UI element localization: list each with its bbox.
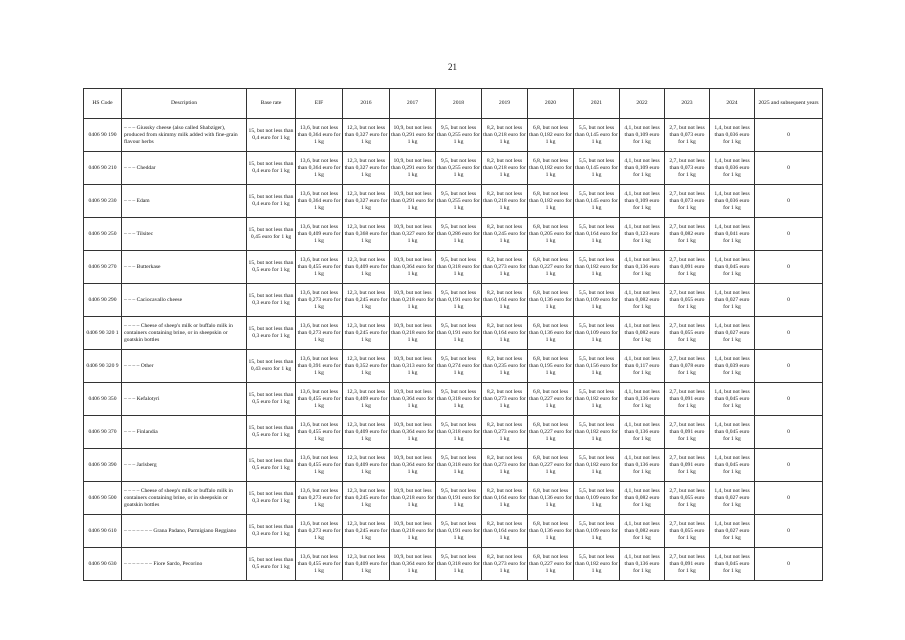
- rate-cell: 2,7, but not less than 0,091 euro for 1 kg: [665, 383, 710, 416]
- column-header: 2020: [528, 89, 574, 119]
- description-cell: – – – Kefalotyri: [122, 383, 247, 416]
- table-row: [84, 152, 823, 185]
- rate-cell: 4,1, but not less than 0,136 euro for 1 kg: [620, 449, 665, 482]
- rate-cell: 15, but not less than 0,4 euro for 1 kg: [247, 119, 296, 152]
- hs-code-cell: 0406 90 190: [84, 119, 122, 152]
- description-cell: – – – Caciocavallo cheese: [122, 284, 247, 317]
- rate-cell: 5,5, but not less than 0,109 euro for 1 kg: [574, 284, 620, 317]
- hs-code-cell: 0406 90 370: [84, 416, 122, 449]
- rate-cell: 12,3, but not less than 0,327 euro for 1 kg: [343, 119, 390, 152]
- rate-cell: 4,1, but not less than 0,082 euro for 1 kg: [620, 284, 665, 317]
- rate-cell: 1,4, but not less than 0,027 euro for 1 kg: [710, 482, 755, 515]
- rate-cell: 9,5, but not less than 0,255 euro for 1 kg: [436, 185, 482, 218]
- rate-cell: 8,2, but not less than 0,273 euro for 1 kg: [482, 383, 528, 416]
- rate-cell: 15, but not less than 0,5 euro for 1 kg: [247, 383, 296, 416]
- rate-cell: 1,4, but not less than 0,027 euro for 1 kg: [710, 317, 755, 350]
- tariff-table: [83, 88, 823, 581]
- rate-cell: 6,8, but not less than 0,227 euro for 1 kg: [528, 251, 574, 284]
- rate-cell: 10,9, but not less than 0,313 euro for 1 kg: [390, 350, 436, 383]
- rate-cell: 4,1, but not less than 0,136 euro for 1 kg: [620, 383, 665, 416]
- rate-cell: 9,5, but not less than 0,286 euro for 1 kg: [436, 218, 482, 251]
- rate-cell: 13,6, but not less than 0,455 euro for 1 kg: [296, 383, 343, 416]
- hs-code-cell: 0406 90 230: [84, 185, 122, 218]
- hs-code-cell: 0406 90 320 9: [84, 350, 122, 383]
- rate-cell: 0: [755, 383, 823, 416]
- rate-cell: 4,1, but not less than 0,082 euro for 1 kg: [620, 482, 665, 515]
- rate-cell: 5,5, but not less than 0,109 euro for 1 kg: [574, 482, 620, 515]
- rate-cell: 6,8, but not less than 0,136 euro for 1 kg: [528, 515, 574, 548]
- description-cell: – – – Finlandia: [122, 416, 247, 449]
- rate-cell: 10,9, but not less than 0,364 euro for 1 kg: [390, 548, 436, 581]
- rate-cell: 12,3, but not less than 0,245 euro for 1 kg: [343, 515, 390, 548]
- table-row: [84, 350, 823, 383]
- rate-cell: 15, but not less than 0,3 euro for 1 kg: [247, 317, 296, 350]
- rate-cell: 8,2, but not less than 0,218 euro for 1 kg: [482, 119, 528, 152]
- table-header: [84, 89, 823, 119]
- rate-cell: 1,4, but not less than 0,045 euro for 1 kg: [710, 416, 755, 449]
- table-row: [84, 482, 823, 515]
- rate-cell: 13,6, but not less than 0,409 euro for 1 kg: [296, 218, 343, 251]
- rate-cell: 12,3, but not less than 0,245 euro for 1 kg: [343, 284, 390, 317]
- rate-cell: 9,5, but not less than 0,191 euro for 1 kg: [436, 317, 482, 350]
- rate-cell: 5,5, but not less than 0,156 euro for 1 kg: [574, 350, 620, 383]
- rate-cell: 1,4, but not less than 0,045 euro for 1 kg: [710, 251, 755, 284]
- rate-cell: 15, but not less than 0,5 euro for 1 kg: [247, 449, 296, 482]
- hs-code-cell: 0406 90 320 1: [84, 317, 122, 350]
- rate-cell: 2,7, but not less than 0,055 euro for 1 kg: [665, 515, 710, 548]
- rate-cell: 0: [755, 317, 823, 350]
- rate-cell: 12,3, but not less than 0,352 euro for 1 kg: [343, 350, 390, 383]
- description-cell: – – – Jarlsberg: [122, 449, 247, 482]
- rate-cell: 6,8, but not less than 0,182 euro for 1 kg: [528, 185, 574, 218]
- rate-cell: 2,7, but not less than 0,055 euro for 1 kg: [665, 317, 710, 350]
- hs-code-cell: 0406 90 250: [84, 218, 122, 251]
- rate-cell: 0: [755, 284, 823, 317]
- rate-cell: 1,4, but not less than 0,041 euro for 1 kg: [710, 218, 755, 251]
- rate-cell: 12,3, but not less than 0,327 euro for 1 kg: [343, 152, 390, 185]
- rate-cell: 15, but not less than 0,45 euro for 1 kg: [247, 218, 296, 251]
- rate-cell: 8,2, but not less than 0,235 euro for 1 kg: [482, 350, 528, 383]
- rate-cell: 12,3, but not less than 0,327 euro for 1 kg: [343, 185, 390, 218]
- rate-cell: 13,6, but not less than 0,273 euro for 1 kg: [296, 482, 343, 515]
- rate-cell: 15, but not less than 0,3 euro for 1 kg: [247, 284, 296, 317]
- rate-cell: 15, but not less than 0,4 euro for 1 kg: [247, 185, 296, 218]
- rate-cell: 4,1, but not less than 0,117 euro for 1 kg: [620, 350, 665, 383]
- rate-cell: 9,5, but not less than 0,318 euro for 1 kg: [436, 251, 482, 284]
- page-number: 21: [448, 62, 457, 72]
- rate-cell: 8,2, but not less than 0,218 euro for 1 kg: [482, 185, 528, 218]
- table-row: [84, 218, 823, 251]
- rate-cell: 1,4, but not less than 0,045 euro for 1 kg: [710, 548, 755, 581]
- rate-cell: 1,4, but not less than 0,045 euro for 1 kg: [710, 383, 755, 416]
- table-row: [84, 383, 823, 416]
- rate-cell: 0: [755, 548, 823, 581]
- description-cell: – – – Butterkase: [122, 251, 247, 284]
- rate-cell: 2,7, but not less than 0,073 euro for 1 kg: [665, 185, 710, 218]
- rate-cell: 9,5, but not less than 0,318 euro for 1 kg: [436, 383, 482, 416]
- rate-cell: 12,3, but not less than 0,368 euro for 1 kg: [343, 218, 390, 251]
- rate-cell: 2,7, but not less than 0,091 euro for 1 kg: [665, 548, 710, 581]
- rate-cell: 10,9, but not less than 0,327 euro for 1 kg: [390, 218, 436, 251]
- rate-cell: 10,9, but not less than 0,364 euro for 1 kg: [390, 383, 436, 416]
- column-header: Base rate: [247, 89, 296, 119]
- rate-cell: 8,2, but not less than 0,245 euro for 1 kg: [482, 218, 528, 251]
- rate-cell: 9,5, but not less than 0,318 euro for 1 kg: [436, 416, 482, 449]
- rate-cell: 0: [755, 251, 823, 284]
- rate-cell: 12,3, but not less than 0,409 euro for 1 kg: [343, 416, 390, 449]
- rate-cell: 13,6, but not less than 0,455 euro for 1 kg: [296, 416, 343, 449]
- rate-cell: 0: [755, 515, 823, 548]
- column-header: 2022: [620, 89, 665, 119]
- rate-cell: 13,6, but not less than 0,364 euro for 1 kg: [296, 185, 343, 218]
- rate-cell: 2,7, but not less than 0,055 euro for 1 kg: [665, 284, 710, 317]
- rate-cell: 8,2, but not less than 0,164 euro for 1 kg: [482, 482, 528, 515]
- rate-cell: 0: [755, 449, 823, 482]
- header-row: [84, 89, 823, 119]
- rate-cell: 2,7, but not less than 0,091 euro for 1 kg: [665, 416, 710, 449]
- rate-cell: 13,6, but not less than 0,273 euro for 1 kg: [296, 317, 343, 350]
- column-header: Description: [122, 89, 247, 119]
- rate-cell: 1,4, but not less than 0,036 euro for 1 kg: [710, 152, 755, 185]
- rate-cell: 1,4, but not less than 0,027 euro for 1 kg: [710, 284, 755, 317]
- rate-cell: 6,8, but not less than 0,182 euro for 1 kg: [528, 119, 574, 152]
- rate-cell: 15, but not less than 0,3 euro for 1 kg: [247, 515, 296, 548]
- rate-cell: 5,5, but not less than 0,164 euro for 1 kg: [574, 218, 620, 251]
- rate-cell: 10,9, but not less than 0,218 euro for 1 kg: [390, 482, 436, 515]
- hs-code-cell: 0406 90 610: [84, 515, 122, 548]
- rate-cell: 4,1, but not less than 0,136 euro for 1 kg: [620, 548, 665, 581]
- rate-cell: 2,7, but not less than 0,073 euro for 1 kg: [665, 119, 710, 152]
- rate-cell: 4,1, but not less than 0,082 euro for 1 kg: [620, 515, 665, 548]
- rate-cell: 9,5, but not less than 0,274 euro for 1 kg: [436, 350, 482, 383]
- rate-cell: 2,7, but not less than 0,091 euro for 1 kg: [665, 251, 710, 284]
- rate-cell: 6,8, but not less than 0,195 euro for 1 kg: [528, 350, 574, 383]
- column-header: 2023: [665, 89, 710, 119]
- column-header: EIF: [296, 89, 343, 119]
- rate-cell: 5,5, but not less than 0,145 euro for 1 kg: [574, 185, 620, 218]
- rate-cell: 10,9, but not less than 0,218 euro for 1 kg: [390, 317, 436, 350]
- rate-cell: 10,9, but not less than 0,364 euro for 1 kg: [390, 251, 436, 284]
- rate-cell: 0: [755, 185, 823, 218]
- rate-cell: 8,2, but not less than 0,164 euro for 1 kg: [482, 515, 528, 548]
- rate-cell: 6,8, but not less than 0,227 euro for 1 kg: [528, 383, 574, 416]
- rate-cell: 15, but not less than 0,5 euro for 1 kg: [247, 416, 296, 449]
- rate-cell: 6,8, but not less than 0,136 euro for 1 kg: [528, 317, 574, 350]
- rate-cell: 4,1, but not less than 0,109 euro for 1 kg: [620, 152, 665, 185]
- rate-cell: 2,7, but not less than 0,082 euro for 1 kg: [665, 218, 710, 251]
- table-row: [84, 284, 823, 317]
- column-header: 2024: [710, 89, 755, 119]
- rate-cell: 6,8, but not less than 0,182 euro for 1 kg: [528, 152, 574, 185]
- rate-cell: 1,4, but not less than 0,039 euro for 1 kg: [710, 350, 755, 383]
- rate-cell: 5,5, but not less than 0,109 euro for 1 kg: [574, 317, 620, 350]
- rate-cell: 9,5, but not less than 0,191 euro for 1 kg: [436, 482, 482, 515]
- rate-cell: 10,9, but not less than 0,364 euro for 1 kg: [390, 449, 436, 482]
- rate-cell: 6,8, but not less than 0,227 euro for 1 kg: [528, 449, 574, 482]
- column-header: HS Code: [84, 89, 122, 119]
- rate-cell: 4,1, but not less than 0,109 euro for 1 kg: [620, 185, 665, 218]
- hs-code-cell: 0406 90 500: [84, 482, 122, 515]
- rate-cell: 9,5, but not less than 0,191 euro for 1 kg: [436, 515, 482, 548]
- rate-cell: 5,5, but not less than 0,109 euro for 1 kg: [574, 515, 620, 548]
- rate-cell: 10,9, but not less than 0,291 euro for 1 kg: [390, 152, 436, 185]
- column-header: 2019: [482, 89, 528, 119]
- rate-cell: 4,1, but not less than 0,123 euro for 1 kg: [620, 218, 665, 251]
- description-cell: – – – – – – – Fiore Sardo, Pecorino: [122, 548, 247, 581]
- rate-cell: 8,2, but not less than 0,273 euro for 1 kg: [482, 416, 528, 449]
- table-row: [84, 548, 823, 581]
- rate-cell: 0: [755, 350, 823, 383]
- rate-cell: 15, but not less than 0,4 euro for 1 kg: [247, 152, 296, 185]
- rate-cell: 8,2, but not less than 0,273 euro for 1 kg: [482, 449, 528, 482]
- rate-cell: 12,3, but not less than 0,245 euro for 1 kg: [343, 482, 390, 515]
- rate-cell: 12,3, but not less than 0,245 euro for 1 kg: [343, 317, 390, 350]
- rate-cell: 0: [755, 119, 823, 152]
- rate-cell: 13,6, but not less than 0,364 euro for 1 kg: [296, 119, 343, 152]
- table-body: [84, 119, 823, 581]
- rate-cell: 13,6, but not less than 0,364 euro for 1 kg: [296, 152, 343, 185]
- rate-cell: 12,3, but not less than 0,409 euro for 1 kg: [343, 251, 390, 284]
- rate-cell: 1,4, but not less than 0,036 euro for 1 kg: [710, 185, 755, 218]
- table-row: [84, 119, 823, 152]
- rate-cell: 2,7, but not less than 0,091 euro for 1 kg: [665, 449, 710, 482]
- rate-cell: 5,5, but not less than 0,182 euro for 1 kg: [574, 449, 620, 482]
- rate-cell: 9,5, but not less than 0,318 euro for 1 kg: [436, 548, 482, 581]
- hs-code-cell: 0406 90 630: [84, 548, 122, 581]
- hs-code-cell: 0406 90 290: [84, 284, 122, 317]
- rate-cell: 0: [755, 482, 823, 515]
- rate-cell: 10,9, but not less than 0,364 euro for 1 kg: [390, 416, 436, 449]
- hs-code-cell: 0406 90 390: [84, 449, 122, 482]
- column-header: 2021: [574, 89, 620, 119]
- description-cell: – – – Cheddar: [122, 152, 247, 185]
- rate-cell: 10,9, but not less than 0,218 euro for 1 kg: [390, 515, 436, 548]
- rate-cell: 15, but not less than 0,43 euro for 1 kg: [247, 350, 296, 383]
- rate-cell: 5,5, but not less than 0,145 euro for 1 kg: [574, 119, 620, 152]
- rate-cell: 2,7, but not less than 0,078 euro for 1 kg: [665, 350, 710, 383]
- rate-cell: 4,1, but not less than 0,136 euro for 1 kg: [620, 416, 665, 449]
- rate-cell: 13,6, but not less than 0,391 euro for 1 kg: [296, 350, 343, 383]
- rate-cell: 5,5, but not less than 0,182 euro for 1 kg: [574, 251, 620, 284]
- rate-cell: 15, but not less than 0,3 euro for 1 kg: [247, 482, 296, 515]
- rate-cell: 10,9, but not less than 0,291 euro for 1 kg: [390, 119, 436, 152]
- column-header: 2025 and subsequent years: [755, 89, 823, 119]
- rate-cell: 13,6, but not less than 0,455 euro for 1 kg: [296, 449, 343, 482]
- hs-code-cell: 0406 90 210: [84, 152, 122, 185]
- table-row: [84, 416, 823, 449]
- rate-cell: 0: [755, 416, 823, 449]
- column-header: 2018: [436, 89, 482, 119]
- table-row: [84, 515, 823, 548]
- rate-cell: 9,5, but not less than 0,255 euro for 1 kg: [436, 152, 482, 185]
- rate-cell: 8,2, but not less than 0,273 euro for 1 kg: [482, 251, 528, 284]
- rate-cell: 15, but not less than 0,5 euro for 1 kg: [247, 548, 296, 581]
- rate-cell: 6,8, but not less than 0,227 euro for 1 kg: [528, 416, 574, 449]
- table-row: [84, 185, 823, 218]
- rate-cell: 5,5, but not less than 0,182 euro for 1 kg: [574, 383, 620, 416]
- hs-code-cell: 0406 90 350: [84, 383, 122, 416]
- rate-cell: 15, but not less than 0,5 euro for 1 kg: [247, 251, 296, 284]
- rate-cell: 5,5, but not less than 0,145 euro for 1 kg: [574, 152, 620, 185]
- table-row: [84, 251, 823, 284]
- column-header: 2017: [390, 89, 436, 119]
- rate-cell: 9,5, but not less than 0,255 euro for 1 kg: [436, 119, 482, 152]
- description-cell: – – – Edam: [122, 185, 247, 218]
- description-cell: – – – Giussky cheese (also called Shabziger), produced from skimmy milk added with fine-grain flavour herbs: [122, 119, 247, 152]
- rate-cell: 6,8, but not less than 0,136 euro for 1 kg: [528, 482, 574, 515]
- column-header: 2016: [343, 89, 390, 119]
- rate-cell: 10,9, but not less than 0,291 euro for 1 kg: [390, 185, 436, 218]
- rate-cell: 5,5, but not less than 0,182 euro for 1 kg: [574, 548, 620, 581]
- rate-cell: 9,5, but not less than 0,318 euro for 1 kg: [436, 449, 482, 482]
- rate-cell: 12,3, but not less than 0,409 euro for 1 kg: [343, 383, 390, 416]
- rate-cell: 5,5, but not less than 0,182 euro for 1 kg: [574, 416, 620, 449]
- table-row: [84, 317, 823, 350]
- rate-cell: 8,2, but not less than 0,164 euro for 1 kg: [482, 317, 528, 350]
- rate-cell: 4,1, but not less than 0,109 euro for 1 kg: [620, 119, 665, 152]
- rate-cell: 13,6, but not less than 0,273 euro for 1 kg: [296, 515, 343, 548]
- rate-cell: 2,7, but not less than 0,055 euro for 1 kg: [665, 482, 710, 515]
- rate-cell: 4,1, but not less than 0,082 euro for 1 kg: [620, 317, 665, 350]
- description-cell: – – – – Cheese of sheep's milk or buffalo milk in containers containing brine, or in sheepskin or goatskin bottles: [122, 482, 247, 515]
- rate-cell: 9,5, but not less than 0,191 euro for 1 kg: [436, 284, 482, 317]
- rate-cell: 4,1, but not less than 0,136 euro for 1 kg: [620, 251, 665, 284]
- rate-cell: 1,4, but not less than 0,027 euro for 1 kg: [710, 515, 755, 548]
- hs-code-cell: 0406 90 270: [84, 251, 122, 284]
- rate-cell: 8,2, but not less than 0,164 euro for 1 kg: [482, 284, 528, 317]
- rate-cell: 8,2, but not less than 0,218 euro for 1 kg: [482, 152, 528, 185]
- rate-cell: 6,8, but not less than 0,136 euro for 1 kg: [528, 284, 574, 317]
- rate-cell: 12,3, but not less than 0,409 euro for 1 kg: [343, 449, 390, 482]
- description-cell: – – – – – – – Grana Padano, Parmigiano Reggiano: [122, 515, 247, 548]
- description-cell: – – – Tilsitec: [122, 218, 247, 251]
- rate-cell: 13,6, but not less than 0,273 euro for 1 kg: [296, 284, 343, 317]
- rate-cell: 1,4, but not less than 0,036 euro for 1 kg: [710, 119, 755, 152]
- rate-cell: 6,8, but not less than 0,227 euro for 1 kg: [528, 548, 574, 581]
- rate-cell: 2,7, but not less than 0,073 euro for 1 kg: [665, 152, 710, 185]
- rate-cell: 13,6, but not less than 0,455 euro for 1 kg: [296, 548, 343, 581]
- table-row: [84, 449, 823, 482]
- rate-cell: 0: [755, 152, 823, 185]
- description-cell: – – – – Cheese of sheep's milk or buffalo milk in containers containing brine, or in sheepskin or goatskin bottles: [122, 317, 247, 350]
- rate-cell: 8,2, but not less than 0,273 euro for 1 kg: [482, 548, 528, 581]
- rate-cell: 6,8, but not less than 0,205 euro for 1 kg: [528, 218, 574, 251]
- rate-cell: 1,4, but not less than 0,045 euro for 1 kg: [710, 449, 755, 482]
- rate-cell: 10,9, but not less than 0,218 euro for 1 kg: [390, 284, 436, 317]
- rate-cell: 0: [755, 218, 823, 251]
- rate-cell: 13,6, but not less than 0,455 euro for 1 kg: [296, 251, 343, 284]
- description-cell: – – – – Other: [122, 350, 247, 383]
- rate-cell: 12,3, but not less than 0,409 euro for 1 kg: [343, 548, 390, 581]
